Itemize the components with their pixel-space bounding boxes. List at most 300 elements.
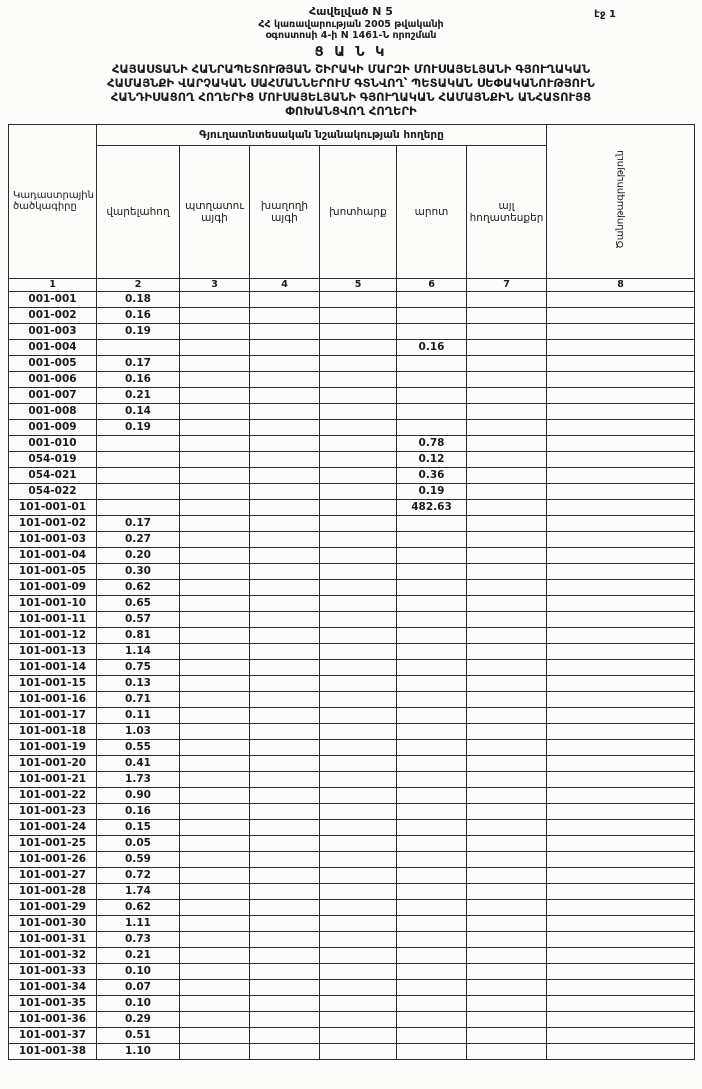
value-cell <box>467 739 547 755</box>
value-cell: 0.10 <box>97 963 180 979</box>
value-cell: 0.59 <box>97 851 180 867</box>
col-header-pasture: արոտ <box>397 145 467 278</box>
value-cell <box>320 387 397 403</box>
value-cell <box>320 323 397 339</box>
value-cell <box>397 803 467 819</box>
value-cell: 0.16 <box>97 307 180 323</box>
table-row <box>9 499 695 515</box>
value-cell <box>320 371 397 387</box>
value-cell: 0.62 <box>97 899 180 915</box>
value-cell <box>397 771 467 787</box>
value-cell <box>397 323 467 339</box>
value-cell <box>547 659 695 675</box>
table-row <box>9 915 695 931</box>
value-cell <box>467 915 547 931</box>
value-cell <box>467 835 547 851</box>
table-row <box>9 851 695 867</box>
value-cell <box>467 499 547 515</box>
value-cell <box>180 595 250 611</box>
value-cell <box>250 755 320 771</box>
value-cell: 0.05 <box>97 835 180 851</box>
cadastral-code-cell: 101-001-05 <box>9 563 97 579</box>
value-cell <box>180 707 250 723</box>
note-header-text: Ծանոթագրություն <box>615 150 627 250</box>
value-cell <box>320 643 397 659</box>
cadastral-code-cell: 101-001-14 <box>9 659 97 675</box>
value-cell <box>467 387 547 403</box>
value-cell <box>397 595 467 611</box>
col-header-hayfield: խոտհարք <box>320 145 397 278</box>
value-cell <box>547 819 695 835</box>
value-cell <box>180 611 250 627</box>
value-cell <box>180 883 250 899</box>
value-cell <box>250 787 320 803</box>
value-cell <box>250 835 320 851</box>
value-cell <box>320 1043 397 1059</box>
cadastral-code-cell: 001-007 <box>9 387 97 403</box>
value-cell <box>397 691 467 707</box>
table-body <box>9 291 695 1059</box>
table-row <box>9 1011 695 1027</box>
value-cell: 482.63 <box>397 499 467 515</box>
value-cell <box>250 771 320 787</box>
value-cell <box>320 947 397 963</box>
cadastral-code-cell: 101-001-33 <box>9 963 97 979</box>
value-cell <box>467 579 547 595</box>
value-cell <box>467 899 547 915</box>
value-cell <box>547 995 695 1011</box>
value-cell <box>320 499 397 515</box>
cadastral-code-cell: 101-001-28 <box>9 883 97 899</box>
value-cell <box>467 979 547 995</box>
value-cell <box>467 771 547 787</box>
cadastral-code-cell: 101-001-01 <box>9 499 97 515</box>
value-cell <box>250 723 320 739</box>
value-cell <box>467 723 547 739</box>
value-cell <box>180 499 250 515</box>
cadastral-code-cell: 101-001-03 <box>9 531 97 547</box>
value-cell <box>547 723 695 739</box>
value-cell <box>250 739 320 755</box>
table-row <box>9 739 695 755</box>
table-row <box>9 995 695 1011</box>
value-cell <box>467 419 547 435</box>
value-cell: 0.19 <box>397 483 467 499</box>
value-cell <box>180 323 250 339</box>
value-cell: 0.73 <box>97 931 180 947</box>
value-cell: 0.19 <box>97 323 180 339</box>
value-cell <box>250 899 320 915</box>
value-cell <box>397 755 467 771</box>
value-cell: 0.30 <box>97 563 180 579</box>
table-row <box>9 371 695 387</box>
value-cell <box>250 931 320 947</box>
column-number-6: 6 <box>397 278 467 291</box>
value-cell <box>250 307 320 323</box>
value-cell <box>467 483 547 499</box>
value-cell <box>467 819 547 835</box>
col-header-vineyard: խաղողի այգի <box>250 145 320 278</box>
value-cell <box>397 291 467 307</box>
value-cell <box>320 963 397 979</box>
value-cell <box>397 963 467 979</box>
value-cell <box>467 995 547 1011</box>
col-header-fruit-orchard: պտղատու այգի <box>180 145 250 278</box>
value-cell <box>320 819 397 835</box>
value-cell <box>180 467 250 483</box>
value-cell <box>547 963 695 979</box>
value-cell <box>97 339 180 355</box>
value-cell: 0.15 <box>97 819 180 835</box>
value-cell <box>180 867 250 883</box>
table-row <box>9 467 695 483</box>
column-number-8: 8 <box>547 278 695 291</box>
value-cell <box>547 675 695 691</box>
col-header-note <box>547 124 695 278</box>
value-cell <box>547 515 695 531</box>
value-cell <box>320 707 397 723</box>
value-cell <box>467 291 547 307</box>
table-row <box>9 947 695 963</box>
value-cell <box>250 915 320 931</box>
value-cell <box>180 659 250 675</box>
value-cell: 0.13 <box>97 675 180 691</box>
table-row <box>9 883 695 899</box>
table-row <box>9 435 695 451</box>
cadastral-code-cell: 101-001-23 <box>9 803 97 819</box>
value-cell <box>180 931 250 947</box>
value-cell <box>320 563 397 579</box>
value-cell <box>250 467 320 483</box>
cadastral-code-cell: 101-001-19 <box>9 739 97 755</box>
value-cell <box>547 707 695 723</box>
cadastral-code-cell: 101-001-24 <box>9 819 97 835</box>
table-row <box>9 515 695 531</box>
cadastral-code-cell: 001-009 <box>9 419 97 435</box>
value-cell <box>320 835 397 851</box>
value-cell <box>467 867 547 883</box>
table-row <box>9 595 695 611</box>
value-cell <box>547 483 695 499</box>
column-number-3: 3 <box>180 278 250 291</box>
value-cell: 0.71 <box>97 691 180 707</box>
cadastral-code-cell: 101-001-09 <box>9 579 97 595</box>
value-cell <box>467 803 547 819</box>
title-line-4: ՓՈԽԱՆՑՎՈՂ ՀՈՂԵՐԻ <box>285 103 417 118</box>
value-cell <box>467 339 547 355</box>
value-cell <box>180 787 250 803</box>
column-number-row <box>9 278 695 291</box>
value-cell <box>467 563 547 579</box>
value-cell <box>547 403 695 419</box>
value-cell <box>97 435 180 451</box>
value-cell <box>320 803 397 819</box>
cadastral-code-cell: 101-001-10 <box>9 595 97 611</box>
value-cell <box>180 403 250 419</box>
value-cell: 0.19 <box>97 419 180 435</box>
column-number-7: 7 <box>467 278 547 291</box>
value-cell <box>320 867 397 883</box>
value-cell <box>397 787 467 803</box>
value-cell <box>547 803 695 819</box>
value-cell <box>180 803 250 819</box>
cadastral-code-cell: 001-001 <box>9 291 97 307</box>
table-row <box>9 787 695 803</box>
value-cell <box>547 339 695 355</box>
cadastral-code-cell: 101-001-29 <box>9 899 97 915</box>
table-row <box>9 307 695 323</box>
table-row <box>9 867 695 883</box>
value-cell <box>250 675 320 691</box>
value-cell <box>250 611 320 627</box>
value-cell <box>547 883 695 899</box>
cadastral-code-cell: 101-001-34 <box>9 979 97 995</box>
value-cell: 0.17 <box>97 515 180 531</box>
value-cell <box>320 547 397 563</box>
value-cell <box>250 435 320 451</box>
value-cell <box>320 787 397 803</box>
table-row <box>9 579 695 595</box>
value-cell <box>547 851 695 867</box>
value-cell <box>250 995 320 1011</box>
value-cell <box>397 515 467 531</box>
value-cell <box>467 1027 547 1043</box>
value-cell <box>320 483 397 499</box>
value-cell <box>180 307 250 323</box>
value-cell <box>320 1011 397 1027</box>
table-row <box>9 931 695 947</box>
value-cell: 0.07 <box>97 979 180 995</box>
cadastral-code-cell: 101-001-36 <box>9 1011 97 1027</box>
value-cell <box>320 627 397 643</box>
value-cell <box>250 387 320 403</box>
value-cell <box>467 595 547 611</box>
value-cell <box>250 867 320 883</box>
value-cell <box>397 371 467 387</box>
value-cell <box>547 627 695 643</box>
value-cell: 0.62 <box>97 579 180 595</box>
col-group-header-agricultural-lands: Գյուղատնտեսական նշանակության հողերը <box>97 124 547 145</box>
value-cell <box>547 371 695 387</box>
value-cell <box>467 643 547 659</box>
title-line-1: ՀԱՅԱՍՏԱՆԻ ՀԱՆՐԱՊԵՏՈՒԹՅԱՆ ՇԻՐԱԿԻ ՄԱՐԶԻ ՄՈՒՍԱՅԵԼՅԱՆԻ ԳՅՈՒՂԱԿԱՆ <box>111 62 591 77</box>
table-row <box>9 627 695 643</box>
cadastral-code-cell: 001-003 <box>9 323 97 339</box>
value-cell <box>320 355 397 371</box>
value-cell <box>320 739 397 755</box>
value-cell <box>320 579 397 595</box>
value-cell <box>547 451 695 467</box>
value-cell <box>547 755 695 771</box>
table-row <box>9 979 695 995</box>
value-cell <box>180 387 250 403</box>
table-row <box>9 339 695 355</box>
value-cell <box>180 995 250 1011</box>
value-cell <box>180 419 250 435</box>
value-cell <box>320 979 397 995</box>
value-cell <box>467 659 547 675</box>
value-cell <box>250 291 320 307</box>
value-cell: 0.81 <box>97 627 180 643</box>
value-cell <box>250 499 320 515</box>
value-cell <box>547 867 695 883</box>
value-cell: 1.73 <box>97 771 180 787</box>
value-cell <box>180 291 250 307</box>
cadastral-code-cell: 101-001-21 <box>9 771 97 787</box>
table-row <box>9 755 695 771</box>
cadastral-code-cell: 101-001-26 <box>9 851 97 867</box>
value-cell <box>250 595 320 611</box>
value-cell: 0.57 <box>97 611 180 627</box>
value-cell <box>250 563 320 579</box>
table-row <box>9 819 695 835</box>
value-cell <box>467 451 547 467</box>
value-cell <box>180 355 250 371</box>
table-row <box>9 803 695 819</box>
value-cell: 1.10 <box>97 1043 180 1059</box>
table-row <box>9 355 695 371</box>
value-cell <box>397 419 467 435</box>
value-cell <box>320 931 397 947</box>
title-line-2: ՀԱՄԱՅՆՔԻ ՎԱՐՉԱԿԱՆ ՍԱՀՄԱՆՆԵՐՈՒՄ ԳՏՆՎՈՂ՝ ՊԵՏԱԿԱՆ ՍԵՓԱԿԱՆՈՒԹՅՈՒՆ <box>107 76 595 91</box>
table-row <box>9 563 695 579</box>
cadastral-code-cell: 101-001-13 <box>9 643 97 659</box>
value-cell <box>250 643 320 659</box>
value-cell: 0.27 <box>97 531 180 547</box>
value-cell: 1.11 <box>97 915 180 931</box>
table-row <box>9 643 695 659</box>
value-cell: 0.14 <box>97 403 180 419</box>
table-row <box>9 403 695 419</box>
value-cell <box>397 851 467 867</box>
value-cell <box>97 451 180 467</box>
value-cell <box>250 963 320 979</box>
cadastral-code-cell: 101-001-37 <box>9 1027 97 1043</box>
value-cell <box>180 435 250 451</box>
value-cell <box>320 451 397 467</box>
value-cell <box>250 819 320 835</box>
appendix-line-1: Հավելված N 5 <box>309 5 393 18</box>
value-cell <box>467 1043 547 1059</box>
value-cell <box>250 1027 320 1043</box>
value-cell <box>320 611 397 627</box>
value-cell <box>547 291 695 307</box>
value-cell <box>397 819 467 835</box>
cadastral-code-cell: 001-005 <box>9 355 97 371</box>
table-row <box>9 723 695 739</box>
value-cell <box>397 883 467 899</box>
value-cell: 1.74 <box>97 883 180 899</box>
value-cell <box>547 547 695 563</box>
value-cell <box>467 1011 547 1027</box>
table-row <box>9 835 695 851</box>
value-cell <box>547 499 695 515</box>
table-row <box>9 771 695 787</box>
value-cell <box>180 723 250 739</box>
value-cell <box>397 915 467 931</box>
table-row <box>9 323 695 339</box>
value-cell: 0.21 <box>97 387 180 403</box>
value-cell <box>180 1043 250 1059</box>
cadastral-code-cell: 054-019 <box>9 451 97 467</box>
value-cell <box>467 947 547 963</box>
value-cell <box>467 435 547 451</box>
column-number-4: 4 <box>250 278 320 291</box>
value-cell <box>547 979 695 995</box>
value-cell <box>467 547 547 563</box>
value-cell <box>467 323 547 339</box>
value-cell: 0.72 <box>97 867 180 883</box>
value-cell <box>320 1027 397 1043</box>
value-cell <box>320 675 397 691</box>
value-cell <box>397 403 467 419</box>
value-cell <box>547 691 695 707</box>
col-header-cadastral-code: Կադաստրային ծածկագիրը <box>9 124 97 278</box>
group-header-row <box>9 124 695 145</box>
cadastral-code-cell: 101-001-02 <box>9 515 97 531</box>
value-cell <box>547 323 695 339</box>
value-cell <box>180 1011 250 1027</box>
value-cell <box>320 419 397 435</box>
appendix-line-3: օգոստոսի 4-ի N 1461-Ն որոշման <box>265 30 437 42</box>
value-cell <box>467 931 547 947</box>
value-cell <box>397 739 467 755</box>
value-cell <box>467 787 547 803</box>
value-cell <box>250 483 320 499</box>
value-cell <box>547 643 695 659</box>
table-row <box>9 659 695 675</box>
value-cell <box>180 643 250 659</box>
value-cell <box>320 435 397 451</box>
value-cell <box>397 1027 467 1043</box>
value-cell <box>320 883 397 899</box>
col-header-arable-land: վարելահող <box>97 145 180 278</box>
value-cell <box>547 419 695 435</box>
value-cell <box>180 771 250 787</box>
value-cell <box>547 787 695 803</box>
table-head <box>9 124 695 291</box>
value-cell <box>547 1011 695 1027</box>
value-cell <box>180 371 250 387</box>
value-cell: 0.20 <box>97 547 180 563</box>
table-row <box>9 675 695 691</box>
value-cell <box>397 979 467 995</box>
cadastral-code-cell: 101-001-04 <box>9 547 97 563</box>
value-cell: 1.14 <box>97 643 180 659</box>
value-cell <box>180 915 250 931</box>
appendix-line-2: ՀՀ կառավարության 2005 թվականի <box>258 18 444 30</box>
value-cell <box>250 531 320 547</box>
value-cell <box>397 947 467 963</box>
value-cell <box>250 851 320 867</box>
value-cell <box>250 947 320 963</box>
cadastral-code-cell: 101-001-15 <box>9 675 97 691</box>
value-cell: 0.21 <box>97 947 180 963</box>
value-cell: 0.17 <box>97 355 180 371</box>
value-cell <box>467 707 547 723</box>
value-cell <box>397 579 467 595</box>
value-cell <box>320 659 397 675</box>
cadastral-code-cell: 101-001-31 <box>9 931 97 947</box>
value-cell <box>250 371 320 387</box>
table-row <box>9 691 695 707</box>
value-cell <box>320 723 397 739</box>
value-cell <box>547 915 695 931</box>
value-cell <box>397 547 467 563</box>
value-cell <box>467 691 547 707</box>
value-cell <box>320 899 397 915</box>
title-line-3: ՀԱՆԴԻՍԱՑՈՂ ՀՈՂԵՐԻՑ ՄՈՒՍԱՅԵԼՅԱՆԻ ԳՅՈՒՂԱԿԱՆ ՀԱՄԱՅՆՔԻՆ ԱՆՀԱՏՈՒՅՑ <box>110 90 592 105</box>
